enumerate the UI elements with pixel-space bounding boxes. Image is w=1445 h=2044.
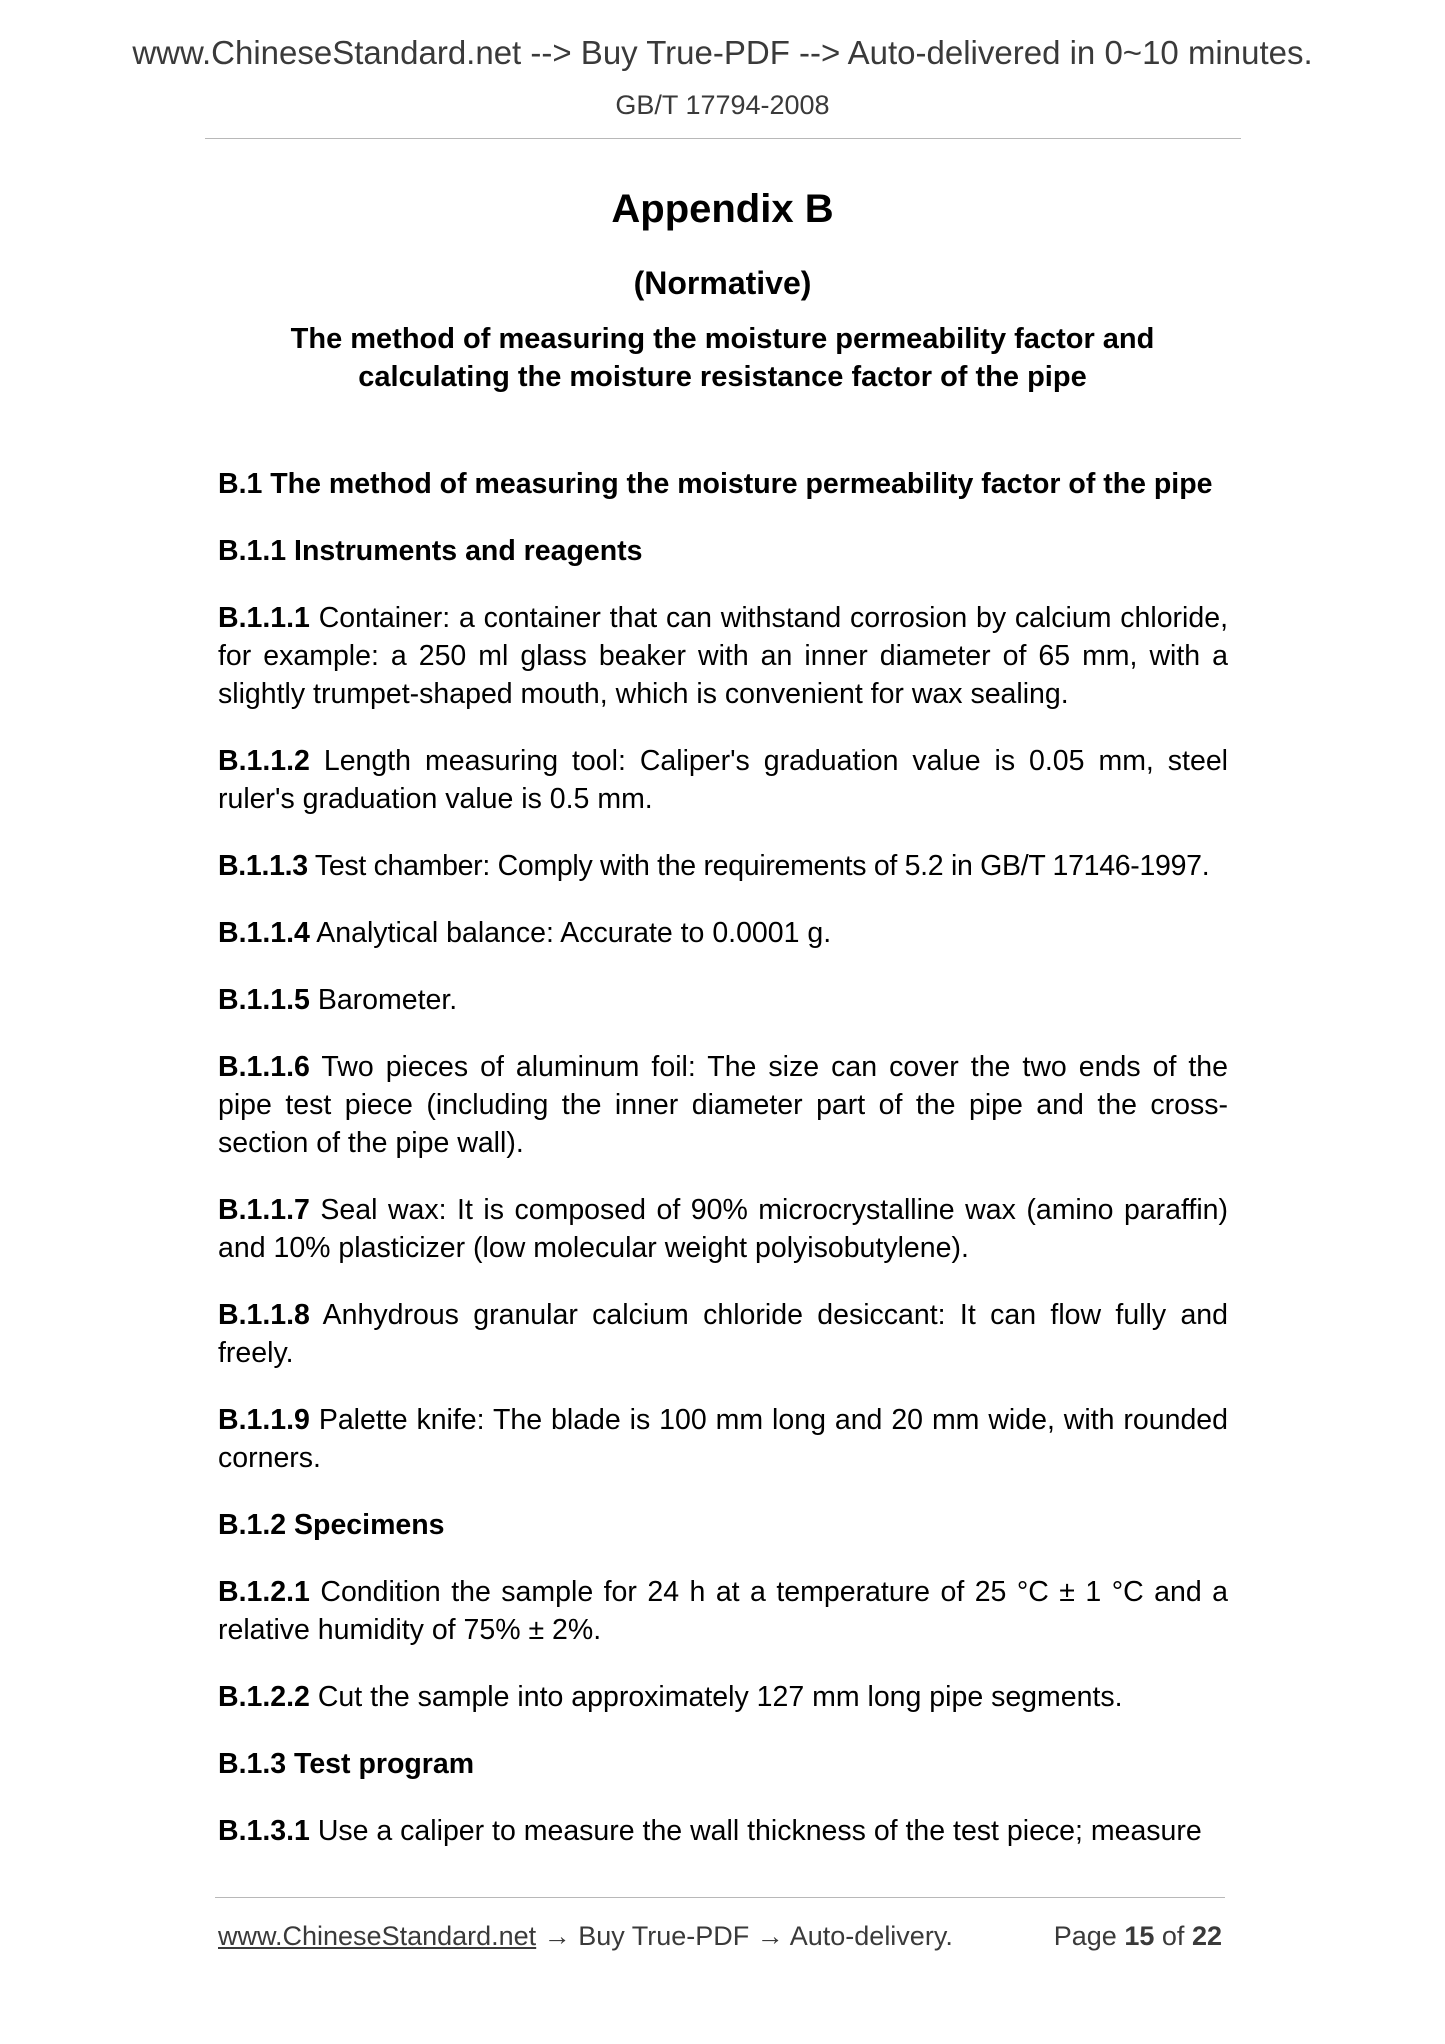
clause-number: B.1.1.7 xyxy=(218,1194,310,1226)
clause-text: Container: a container that can withstand corrosion by calcium chloride, for example: a 250 ml glass beaker with an inner diameter of 65 mm, with a slightly trumpet-shaped mouth, which is convenient for wax sealing. xyxy=(218,602,1229,710)
standard-code: GB/T 17794-2008 xyxy=(615,90,830,120)
footer-promo xyxy=(218,1918,953,1954)
page-total: 22 xyxy=(1191,1921,1222,1951)
clause-number: B.1.1.3 xyxy=(218,850,308,882)
clause-text: Cut the sample into approximately 127 mm long pipe segments. xyxy=(317,1681,1123,1713)
document-body xyxy=(218,465,1228,1879)
clause-b119 xyxy=(218,1401,1228,1477)
clause-b122 xyxy=(218,1678,1228,1716)
clause-b111 xyxy=(218,599,1228,713)
clause-text: Seal wax: It is composed of 90% microcrystalline wax (amino paraffin) and 10% plasticizer (low molecular weight polyisobutylene). xyxy=(218,1194,1229,1264)
clause-b131 xyxy=(218,1812,1228,1850)
clause-text: Anhydrous granular calcium chloride desiccant: It can flow fully and freely. xyxy=(218,1299,1228,1369)
clause-b121 xyxy=(218,1573,1228,1649)
page-indicator xyxy=(1054,1918,1222,1954)
section-heading-b1: B.1 The method of measuring the moisture permeability factor of the pipe xyxy=(218,468,1213,500)
page-current: 15 xyxy=(1124,1921,1155,1951)
clause-number: B.1.1.5 xyxy=(218,984,310,1016)
section-heading-b11: B.1.1 Instruments and reagents xyxy=(218,535,643,567)
footer-divider xyxy=(215,1897,1225,1898)
clause-number: B.1.2.1 xyxy=(218,1576,310,1608)
clause-b115 xyxy=(218,981,1228,1019)
subtitle-line-1: The method of measuring the moisture permeability factor and xyxy=(290,323,1155,355)
clause-number: B.1.1.4 xyxy=(218,917,310,949)
clause-b118 xyxy=(218,1296,1228,1372)
clause-number: B.1.1.2 xyxy=(218,745,310,777)
clause-number: B.1.3.1 xyxy=(218,1815,310,1847)
clause-b117 xyxy=(218,1191,1228,1267)
clause-text: Use a caliper to measure the wall thickness of the test piece; measure xyxy=(317,1815,1202,1847)
clause-number: B.1.1.1 xyxy=(218,602,310,634)
clause-b112 xyxy=(218,742,1228,818)
clause-number: B.1.2.2 xyxy=(218,1681,310,1713)
clause-text: Palette knife: The blade is 100 mm long and 20 mm wide, with rounded corners. xyxy=(218,1404,1228,1474)
page-of: of xyxy=(1161,1921,1185,1951)
footer-promo-text: → Buy True-PDF → Auto-delivery. xyxy=(536,1921,953,1951)
clause-b114 xyxy=(218,914,1228,952)
appendix-title: Appendix B xyxy=(611,187,834,231)
clause-number: B.1.1.9 xyxy=(218,1404,310,1436)
clause-text: Test chamber: Comply with the requirements of 5.2 in GB/T 17146-1997. xyxy=(314,850,1210,882)
clause-number: B.1.1.8 xyxy=(218,1299,310,1331)
section-heading-b12: B.1.2 Specimens xyxy=(218,1509,445,1541)
clause-b113 xyxy=(218,847,1228,885)
page-word: Page xyxy=(1053,1921,1117,1951)
section-heading-b13: B.1.3 Test program xyxy=(218,1748,475,1780)
top-banner: www.ChineseStandard.net --> Buy True-PDF --> Auto-delivered in 0~10 minutes. xyxy=(132,34,1313,71)
clause-number: B.1.1.6 xyxy=(218,1051,310,1083)
normative-label: (Normative) xyxy=(633,265,812,301)
clause-text: Length measuring tool: Caliper's graduation value is 0.05 mm, steel ruler's graduation value is 0.5 mm. xyxy=(218,745,1229,815)
clause-b116 xyxy=(218,1048,1228,1162)
clause-text: Analytical balance: Accurate to 0.0001 g. xyxy=(316,917,832,949)
header-divider xyxy=(205,138,1241,139)
appendix-subtitle xyxy=(0,320,1445,396)
clause-text: Condition the sample for 24 h at a temperature of 25 °C ± 1 °C and a relative humidity of 75% ± 2%. xyxy=(218,1576,1229,1646)
footer-site-link[interactable]: www.ChineseStandard.net xyxy=(218,1921,537,1951)
clause-text: Barometer. xyxy=(317,984,458,1016)
clause-text: Two pieces of aluminum foil: The size can cover the two ends of the pipe test piece (including the inner diameter part of the pipe and the cross-section of the pipe wall). xyxy=(218,1051,1228,1159)
subtitle-line-2: calculating the moisture resistance factor of the pipe xyxy=(358,361,1087,393)
